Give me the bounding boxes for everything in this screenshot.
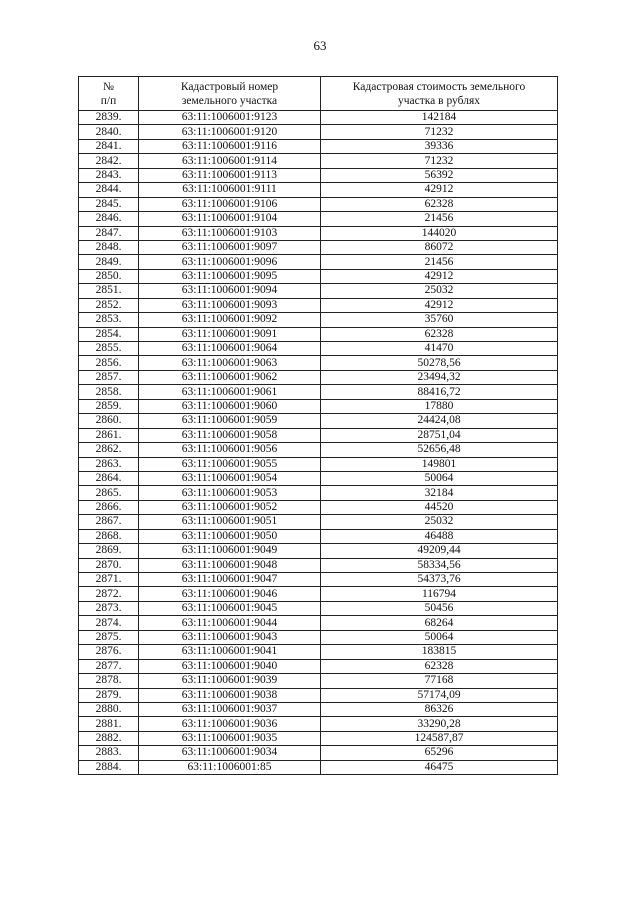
row-number: 2876. (79, 645, 139, 659)
row-number: 2874. (79, 616, 139, 630)
cadastral-value: 50064 (321, 471, 558, 485)
row-number: 2861. (79, 428, 139, 442)
cadastral-number: 63:11:1006001:9038 (139, 688, 321, 702)
table-row (79, 443, 558, 457)
cadastral-value: 41470 (321, 342, 558, 356)
row-number: 2868. (79, 529, 139, 543)
cadastral-number: 63:11:1006001:9062 (139, 370, 321, 384)
table-row (79, 674, 558, 688)
cadastral-value: 149801 (321, 457, 558, 471)
cadastral-value: 46488 (321, 529, 558, 543)
cadastral-value: 71232 (321, 125, 558, 139)
row-number: 2873. (79, 601, 139, 615)
row-number: 2842. (79, 154, 139, 168)
table-row (79, 240, 558, 254)
cadastral-number: 63:11:1006001:9055 (139, 457, 321, 471)
page-number: 63 (313, 38, 327, 53)
cadastral-value: 62328 (321, 197, 558, 211)
row-number: 2855. (79, 342, 139, 356)
table-body (79, 111, 558, 775)
cadastral-number: 63:11:1006001:9104 (139, 212, 321, 226)
table-row (79, 616, 558, 630)
row-number: 2859. (79, 399, 139, 413)
cadastral-number: 63:11:1006001:9106 (139, 197, 321, 211)
header-cadastral-value: Кадастровая стоимость земельного участка в рублях (321, 77, 558, 111)
row-number: 2843. (79, 168, 139, 182)
row-number: 2883. (79, 746, 139, 760)
row-number: 2857. (79, 370, 139, 384)
cadastral-number: 63:11:1006001:9060 (139, 399, 321, 413)
table-row (79, 688, 558, 702)
row-number: 2863. (79, 457, 139, 471)
table-row (79, 573, 558, 587)
cadastral-number: 63:11:1006001:9048 (139, 558, 321, 572)
row-number: 2865. (79, 486, 139, 500)
cadastral-value: 33290,28 (321, 717, 558, 731)
cadastral-number: 63:11:1006001:9036 (139, 717, 321, 731)
table-row (79, 313, 558, 327)
cadastral-value: 52656,48 (321, 443, 558, 457)
row-number: 2840. (79, 125, 139, 139)
table-row (79, 139, 558, 153)
table-row (79, 298, 558, 312)
cadastral-number: 63:11:1006001:9049 (139, 544, 321, 558)
cadastral-value: 77168 (321, 674, 558, 688)
row-number: 2841. (79, 139, 139, 153)
table-row (79, 197, 558, 211)
cadastral-value: 86326 (321, 702, 558, 716)
cadastral-value: 39336 (321, 139, 558, 153)
cadastral-number: 63:11:1006001:9063 (139, 356, 321, 370)
table-row (79, 746, 558, 760)
cadastral-value: 21456 (321, 212, 558, 226)
row-number: 2851. (79, 284, 139, 298)
row-number: 2862. (79, 443, 139, 457)
cadastral-value: 62328 (321, 659, 558, 673)
table-header (79, 77, 558, 111)
row-number: 2879. (79, 688, 139, 702)
table-row (79, 500, 558, 514)
row-number: 2844. (79, 183, 139, 197)
table-row (79, 370, 558, 384)
table-row (79, 457, 558, 471)
cadastral-table (78, 76, 558, 775)
cadastral-value: 21456 (321, 255, 558, 269)
table-row (79, 183, 558, 197)
cadastral-number: 63:11:1006001:9039 (139, 674, 321, 688)
row-number: 2866. (79, 500, 139, 514)
row-number: 2881. (79, 717, 139, 731)
row-number: 2878. (79, 674, 139, 688)
cadastral-value: 28751,04 (321, 428, 558, 442)
table-row (79, 558, 558, 572)
table-row (79, 601, 558, 615)
cadastral-value: 42912 (321, 298, 558, 312)
row-number: 2854. (79, 327, 139, 341)
cadastral-value: 71232 (321, 154, 558, 168)
cadastral-number: 63:11:1006001:9059 (139, 414, 321, 428)
table-row (79, 414, 558, 428)
cadastral-value: 17880 (321, 399, 558, 413)
header-cadastral-number: Кадастровый номер земельного участка (139, 77, 321, 111)
cadastral-value: 32184 (321, 486, 558, 500)
cadastral-number: 63:11:1006001:9058 (139, 428, 321, 442)
cadastral-value: 49209,44 (321, 544, 558, 558)
cadastral-value: 56392 (321, 168, 558, 182)
cadastral-value: 23494,32 (321, 370, 558, 384)
row-number: 2847. (79, 226, 139, 240)
cadastral-value: 124587,87 (321, 731, 558, 745)
row-number: 2850. (79, 269, 139, 283)
table-row (79, 284, 558, 298)
table-row (79, 760, 558, 774)
cadastral-value: 35760 (321, 313, 558, 327)
cadastral-number: 63:11:1006001:9092 (139, 313, 321, 327)
row-number: 2869. (79, 544, 139, 558)
row-number: 2856. (79, 356, 139, 370)
cadastral-number: 63:11:1006001:9123 (139, 111, 321, 125)
table-row (79, 399, 558, 413)
cadastral-value: 44520 (321, 500, 558, 514)
cadastral-number: 63:11:1006001:9052 (139, 500, 321, 514)
cadastral-number: 63:11:1006001:9111 (139, 183, 321, 197)
row-number: 2849. (79, 255, 139, 269)
row-number: 2860. (79, 414, 139, 428)
cadastral-value: 54373,76 (321, 573, 558, 587)
cadastral-number: 63:11:1006001:9097 (139, 240, 321, 254)
row-number: 2884. (79, 760, 139, 774)
table-row (79, 630, 558, 644)
table-row (79, 385, 558, 399)
table-row (79, 544, 558, 558)
table-row (79, 255, 558, 269)
cadastral-number: 63:11:1006001:9120 (139, 125, 321, 139)
cadastral-value: 25032 (321, 515, 558, 529)
cadastral-value: 42912 (321, 183, 558, 197)
cadastral-value: 58334,56 (321, 558, 558, 572)
cadastral-number: 63:11:1006001:85 (139, 760, 321, 774)
cadastral-number: 63:11:1006001:9053 (139, 486, 321, 500)
cadastral-value: 57174,09 (321, 688, 558, 702)
cadastral-number: 63:11:1006001:9041 (139, 645, 321, 659)
cadastral-number: 63:11:1006001:9116 (139, 139, 321, 153)
cadastral-number: 63:11:1006001:9050 (139, 529, 321, 543)
row-number: 2870. (79, 558, 139, 572)
cadastral-value: 25032 (321, 284, 558, 298)
cadastral-value: 42912 (321, 269, 558, 283)
table-row (79, 515, 558, 529)
header-number: № п/п (79, 77, 139, 111)
cadastral-value: 68264 (321, 616, 558, 630)
row-number: 2864. (79, 471, 139, 485)
row-number: 2848. (79, 240, 139, 254)
cadastral-number: 63:11:1006001:9093 (139, 298, 321, 312)
table-row (79, 111, 558, 125)
table-row (79, 154, 558, 168)
table-row (79, 212, 558, 226)
table-row (79, 168, 558, 182)
cadastral-value: 183815 (321, 645, 558, 659)
table-row (79, 702, 558, 716)
cadastral-number: 63:11:1006001:9096 (139, 255, 321, 269)
cadastral-value: 116794 (321, 587, 558, 601)
table-row (79, 717, 558, 731)
cadastral-value: 50278,56 (321, 356, 558, 370)
header-row (79, 77, 558, 111)
cadastral-number: 63:11:1006001:9040 (139, 659, 321, 673)
table-row (79, 125, 558, 139)
row-number: 2858. (79, 385, 139, 399)
table-row (79, 327, 558, 341)
cadastral-number: 63:11:1006001:9103 (139, 226, 321, 240)
table-row (79, 342, 558, 356)
row-number: 2867. (79, 515, 139, 529)
cadastral-number: 63:11:1006001:9035 (139, 731, 321, 745)
cadastral-number: 63:11:1006001:9061 (139, 385, 321, 399)
cadastral-number: 63:11:1006001:9037 (139, 702, 321, 716)
cadastral-number: 63:11:1006001:9034 (139, 746, 321, 760)
cadastral-value: 88416,72 (321, 385, 558, 399)
cadastral-value: 46475 (321, 760, 558, 774)
table-row (79, 645, 558, 659)
row-number: 2871. (79, 573, 139, 587)
cadastral-number: 63:11:1006001:9047 (139, 573, 321, 587)
row-number: 2882. (79, 731, 139, 745)
cadastral-number: 63:11:1006001:9046 (139, 587, 321, 601)
table-row (79, 471, 558, 485)
cadastral-number: 63:11:1006001:9056 (139, 443, 321, 457)
cadastral-number: 63:11:1006001:9043 (139, 630, 321, 644)
row-number: 2877. (79, 659, 139, 673)
row-number: 2839. (79, 111, 139, 125)
cadastral-number: 63:11:1006001:9091 (139, 327, 321, 341)
table-row (79, 529, 558, 543)
row-number: 2845. (79, 197, 139, 211)
row-number: 2846. (79, 212, 139, 226)
cadastral-number: 63:11:1006001:9064 (139, 342, 321, 356)
cadastral-number: 63:11:1006001:9051 (139, 515, 321, 529)
table-row (79, 428, 558, 442)
cadastral-number: 63:11:1006001:9094 (139, 284, 321, 298)
cadastral-number: 63:11:1006001:9054 (139, 471, 321, 485)
table-row (79, 587, 558, 601)
table-row (79, 486, 558, 500)
cadastral-number: 63:11:1006001:9114 (139, 154, 321, 168)
table-row (79, 226, 558, 240)
cadastral-number: 63:11:1006001:9044 (139, 616, 321, 630)
cadastral-number: 63:11:1006001:9113 (139, 168, 321, 182)
row-number: 2872. (79, 587, 139, 601)
table-row (79, 356, 558, 370)
cadastral-value: 86072 (321, 240, 558, 254)
row-number: 2880. (79, 702, 139, 716)
cadastral-number: 63:11:1006001:9045 (139, 601, 321, 615)
row-number: 2852. (79, 298, 139, 312)
table-row (79, 269, 558, 283)
cadastral-value: 142184 (321, 111, 558, 125)
cadastral-value: 65296 (321, 746, 558, 760)
cadastral-number: 63:11:1006001:9095 (139, 269, 321, 283)
cadastral-value: 50456 (321, 601, 558, 615)
row-number: 2853. (79, 313, 139, 327)
table-row (79, 731, 558, 745)
table-row (79, 659, 558, 673)
cadastral-value: 144020 (321, 226, 558, 240)
cadastral-value: 62328 (321, 327, 558, 341)
row-number: 2875. (79, 630, 139, 644)
cadastral-value: 24424,08 (321, 414, 558, 428)
cadastral-value: 50064 (321, 630, 558, 644)
